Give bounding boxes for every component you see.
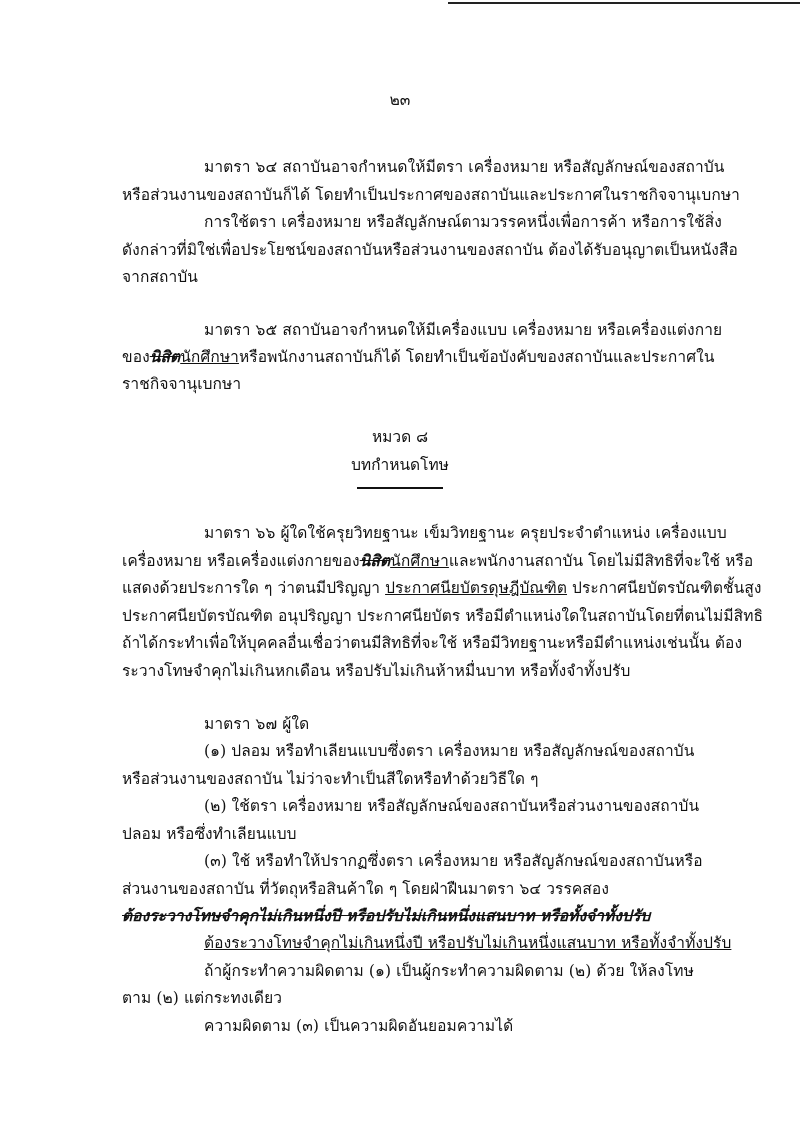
section-64-line-4: ดังกล่าวที่มิใช่เพื่อประโยชน์ของสถาบันหรือส่วนงานของสถาบัน ต้องได้รับอนุญาตเป็นหนังสือ <box>122 241 738 259</box>
section-66-line-6: ระวางโทษจำคุกไม่เกินหกเดือน หรือปรับไม่เกินห้าหมื่นบาท หรือทั้งจำทั้งปรับ <box>122 662 631 680</box>
section-67-item-2-line-2: ปลอม หรือซึ่งทำเลียนแบบ <box>122 825 297 843</box>
heading-underline <box>357 487 443 489</box>
section-64-line-1: มาตรา ๖๔ สถาบันอาจกำหนดให้มีตรา เครื่องหมาย หรือสัญลักษณ์ของสถาบัน <box>204 158 725 176</box>
section-64-line-2: หรือส่วนงานของสถาบันก็ได้ โดยทำเป็นประกาศของสถาบันและประกาศในราชกิจจานุเบกษา <box>122 186 740 204</box>
section-66-line-5: ถ้าได้กระทำเพื่อให้บุคคลอื่นเชื่อว่าตนมีสิทธิที่จะใช้ หรือมีวิทยฐานะหรือมีตำแหน่งเช่นนั้น ต้อง <box>122 634 743 652</box>
section-66-line-3 <box>122 578 762 598</box>
section-67-item-1-line-1: (๑) ปลอม หรือทำเลียนแบบซึ่งตรา เครื่องหมาย หรือสัญลักษณ์ของสถาบัน <box>204 742 695 760</box>
section-66-line-1: มาตรา ๖๖ ผู้ใดใช้ครุยวิทยฐานะ เข็มวิทยฐานะ ครุยประจำตำแหน่ง เครื่องแบบ <box>204 524 727 542</box>
text-segment: ประกาศนียบัตรบัณฑิตชั้นสูง <box>567 579 762 597</box>
section-67-combined-line-1: ถ้าผู้กระทำความผิดตาม (๑) เป็นผู้กระทำความผิดตาม (๒) ด้วย ให้ลงโทษ <box>204 962 694 980</box>
page-number: ๒๓ <box>389 91 411 109</box>
section-64-line-5: จากสถาบัน <box>122 268 198 286</box>
section-65-line-1: มาตรา ๖๕ สถาบันอาจกำหนดให้มีเครื่องแบบ เครื่องหมาย หรือเครื่องแต่งกาย <box>204 321 723 339</box>
chapter-number: หมวด ๘ <box>371 428 429 446</box>
text-segment: ของ <box>122 348 150 366</box>
text-segment: และพนักงานสถาบัน โดยไม่มีสิทธิที่จะใช้ หรือ <box>448 552 754 570</box>
section-67-intro: มาตรา ๖๗ ผู้ใด <box>204 715 310 733</box>
section-67-item-1-line-2: หรือส่วนงานของสถาบัน ไม่ว่าจะทำเป็นสีใดหรือทำด้วยวิธีใด ๆ <box>122 770 539 788</box>
section-67-item-2-line-1: (๒) ใช้ตรา เครื่องหมาย หรือสัญลักษณ์ของสถาบันหรือส่วนงานของสถาบัน <box>204 797 700 815</box>
amended-penalty-clause: ต้องระวางโทษจำคุกไม่เกินหนึ่งปี หรือปรับไม่เกินหนึ่งแสนบาท หรือทั้งจำทั้งปรับ <box>204 934 732 952</box>
inserted-word: นักศึกษา <box>180 348 239 366</box>
struck-word: นิสิต <box>149 347 181 366</box>
text-segment: แสดงด้วยประการใด ๆ ว่าตนมีปริญญา <box>122 579 386 597</box>
section-67-combined-line-2: ตาม (๒) แต่กระทงเดียว <box>122 989 283 1007</box>
section-67-item-3-line-2: ส่วนงานของสถาบัน ที่วัตถุหรือสินค้าใด ๆ โดยฝ่าฝืนมาตรา ๖๔ วรรคสอง <box>122 880 610 898</box>
struck-word: นิสิต <box>359 551 391 570</box>
text-segment: เครื่องหมาย หรือเครื่องแต่งกายของ <box>122 552 360 570</box>
inserted-word: ประกาศนียบัตรดุษฎีบัณฑิต <box>385 579 568 597</box>
section-66-line-4: ประกาศนียบัตรบัณฑิต อนุปริญญา ประกาศนียบัตร หรือมีตำแหน่งใดในสถาบันโดยที่ตนไม่มีสิทธิ <box>122 607 764 625</box>
chapter-title: บทกำหนดโทษ <box>351 456 449 474</box>
section-64-line-3: การใช้ตรา เครื่องหมาย หรือสัญลักษณ์ตามวรรคหนึ่งเพื่อการค้า หรือการใช้สิ่ง <box>204 213 722 231</box>
section-67-item-3-line-1: (๓) ใช้ หรือทำให้ปรากฏซึ่งตรา เครื่องหมาย หรือสัญลักษณ์ของสถาบันหรือ <box>204 852 703 870</box>
top-border-line <box>448 2 800 4</box>
section-65-line-2 <box>122 347 715 367</box>
struck-penalty-clause: ต้องระวางโทษจำคุกไม่เกินหนึ่งปี หรือปรับไม่เกินหนึ่งแสนบาท หรือทั้งจำทั้งปรับ <box>122 906 651 925</box>
section-66-line-2 <box>122 551 753 571</box>
section-67-compoundable: ความผิดตาม (๓) เป็นความผิดอันยอมความได้ <box>204 1017 514 1035</box>
inserted-word: นักศึกษา <box>390 552 449 570</box>
section-65-line-3: ราชกิจจานุเบกษา <box>122 375 242 393</box>
text-segment: หรือพนักงานสถาบันก็ได้ โดยทำเป็นข้อบังคับของสถาบันและประกาศใน <box>238 348 715 366</box>
